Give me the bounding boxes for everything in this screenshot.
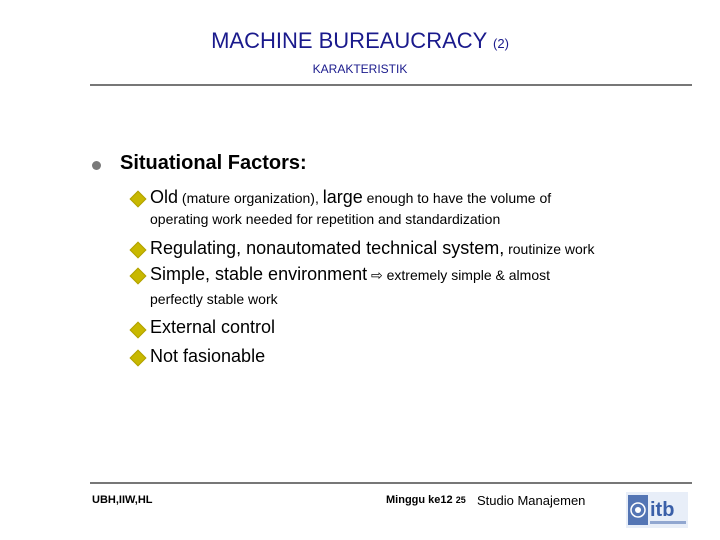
title-number: (2) <box>493 36 509 51</box>
slide-subtitle: KARAKTERISTIK <box>312 62 408 76</box>
footer-week: Minggu ke12 25 <box>386 494 466 506</box>
bullet-item-1-continuation: operating work needed for repetition and standardization <box>150 211 501 227</box>
bullet-item-2: Regulating, nonautomated technical system, routinize work <box>150 238 595 258</box>
footer-authors: UBH,IIW,HL <box>92 494 153 506</box>
footer-studio: Studio Manajemen <box>477 493 586 508</box>
bottom-divider <box>90 482 692 484</box>
section-heading: Situational Factors: <box>120 152 307 174</box>
diamond-bullet-icon <box>130 350 147 367</box>
diamond-bullet-icon <box>130 242 147 259</box>
bullet-item-1: Old (mature organization), large enough to have the volume of <box>150 187 552 207</box>
diamond-bullet-icon <box>130 268 147 285</box>
diamond-bullet-icon <box>130 191 147 208</box>
itb-logo-icon <box>626 492 688 528</box>
top-divider <box>90 84 692 86</box>
bullet-item-4: External control <box>150 317 276 337</box>
diamond-bullet-icon <box>130 322 147 339</box>
bullet-item-5: Not fasionable <box>150 346 266 366</box>
page-number: 25 <box>455 495 466 505</box>
arrow-right-icon: ⇨ <box>367 267 387 283</box>
bullet-item-3: Simple, stable environment ⇨ extremely simple & almost <box>150 264 551 284</box>
slide-title <box>0 28 720 54</box>
title-text: MACHINE BUREAUCRACY <box>211 28 487 53</box>
logo-text: itb <box>650 499 675 521</box>
round-bullet-icon <box>92 161 101 170</box>
bullet-item-3-continuation: perfectly stable work <box>150 291 278 307</box>
